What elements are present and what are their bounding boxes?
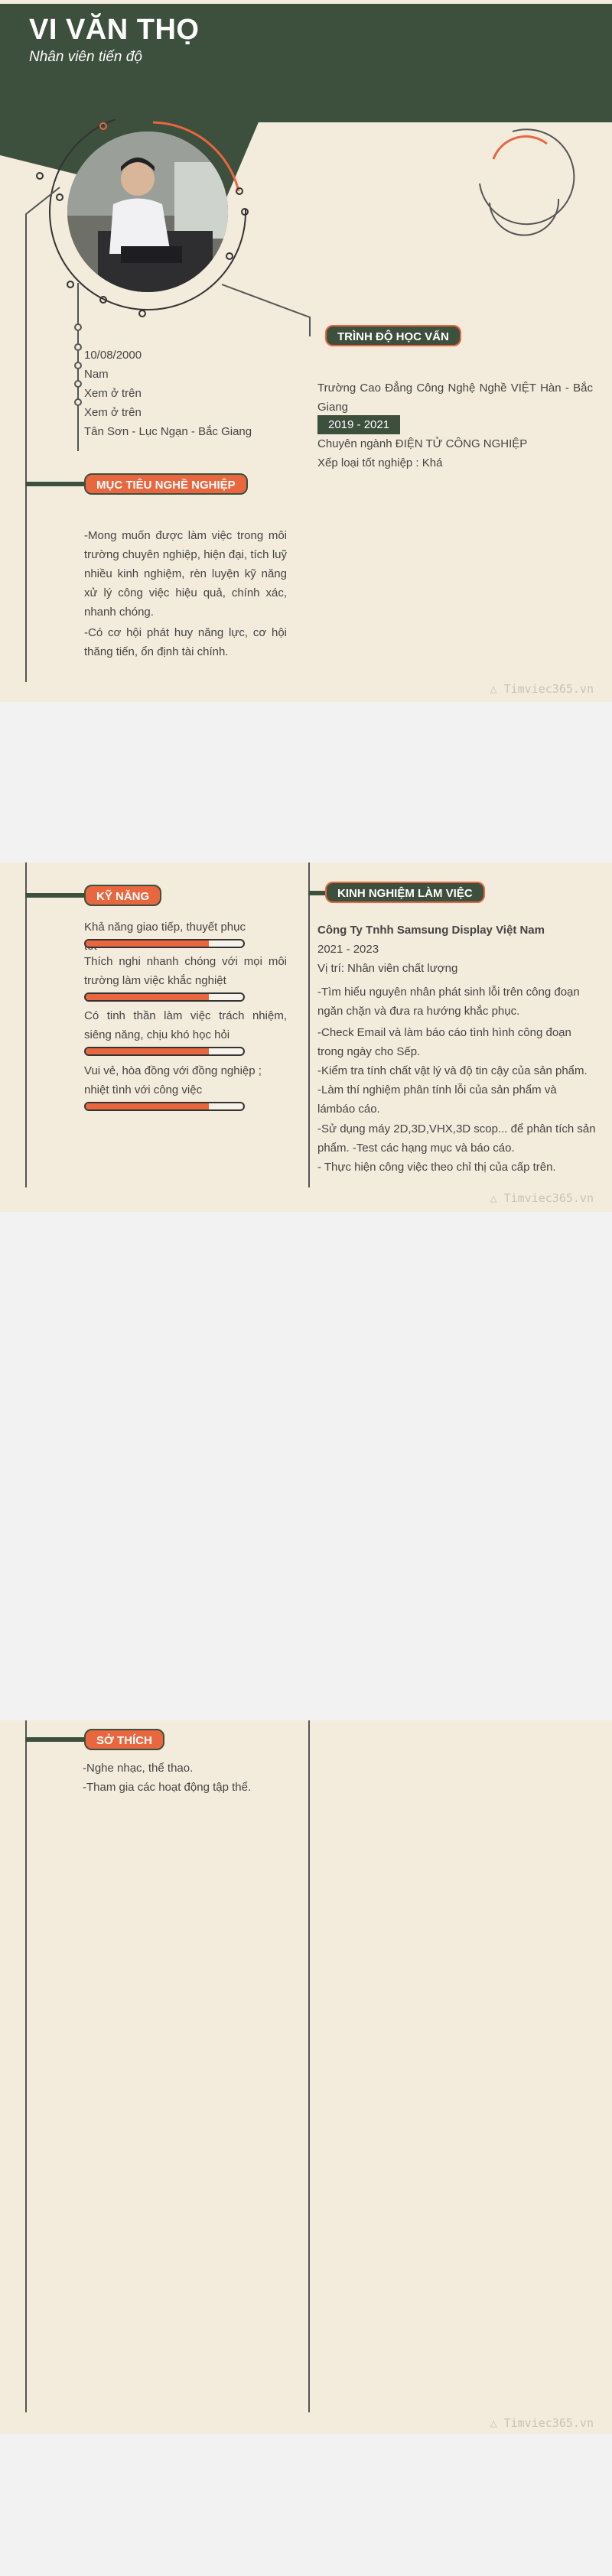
hobbies-title: SỞ THÍCH — [84, 1729, 164, 1750]
avatar — [67, 132, 228, 292]
skill-bar-3 — [84, 1047, 245, 1056]
skills-title: KỸ NĂNG — [84, 885, 161, 906]
skill-label-2: Thích nghi nhanh chóng với mọi môi trường làm việc khắc nghiệt — [84, 955, 287, 987]
career-goal-text-1: -Mong muốn được làm việc trong môi trường chuyên nghiệp, hiện đại, tích luỹ nhiều kinh nghiệm, rèn luyện kỹ năng xử lý công việc hiệu quả, chính xác, nhanh chóng. — [84, 529, 287, 619]
middle-divider — [308, 862, 310, 1187]
left-divider-cap — [25, 184, 86, 222]
experience-period: 2021 - 2023 — [317, 943, 379, 956]
education-grade: Xếp loại tốt nghiệp : Khá — [317, 456, 443, 469]
watermark: △ Timviec365.vn — [490, 1191, 594, 1205]
skill-fill-3 — [86, 1048, 209, 1054]
hobby-2: -Tham gia các hoạt động tập thể. — [83, 1781, 252, 1794]
personal-address: Tân Sơn - Lục Ngạn - Bắc Giang — [84, 425, 252, 438]
education-title: TRÌNH ĐỘ HỌC VẤN — [325, 325, 461, 346]
experience-position: Vị trí: Nhân viên chất lượng — [317, 962, 458, 975]
experience-desc-2: -Check Email và làm báo cáo tình hình công đoạn trong ngày cho Sếp. — [317, 1026, 571, 1058]
cv-page-1 — [0, 0, 612, 702]
skill-label-1: Khả năng giao tiếp, thuyết phục — [84, 921, 246, 934]
left-divider — [25, 862, 27, 1187]
personal-timeline — [70, 283, 86, 459]
career-goal-title: MỤC TIÊU NGHỀ NGHIỆP — [84, 473, 248, 495]
skill-label-3: Có tinh thần làm việc trách nhiệm, siêng năng, chịu khó học hỏi — [84, 1009, 287, 1041]
cv-page-2 — [0, 862, 612, 1212]
candidate-role: Nhân viên tiến độ — [29, 49, 142, 65]
skill-fill-2 — [86, 994, 209, 1000]
personal-gender: Nam — [84, 368, 109, 381]
career-goal-bar — [25, 482, 86, 486]
watermark: △ Timviec365.vn — [490, 2416, 594, 2430]
watermark: △ Timviec365.vn — [490, 682, 594, 696]
skill-bar-1 — [84, 939, 245, 948]
middle-divider — [308, 1720, 310, 2412]
cv-page-3 — [0, 1720, 612, 2434]
education-school: Trường Cao Đẳng Công Nghệ Nghề VIỆT Hàn - Bắc Giang — [317, 382, 593, 414]
skill-bar-2 — [84, 992, 245, 1002]
career-goal-text-2: -Có cơ hội phát huy năng lực, cơ hội thăng tiến, ổn định tài chính. — [84, 626, 287, 658]
hobby-1: -Nghe nhạc, thể thao. — [83, 1762, 194, 1775]
experience-desc-4: -Làm thí nghiệm phân tính lỗi của sản phẩm và lámbáo cáo. — [317, 1083, 557, 1116]
skills-bar — [25, 893, 86, 898]
experience-desc-5: -Sử dụng máy 2D,3D,VHX,3D scop... để phân tích sản phẩm. -Test các hạng mục và báo cáo. — [317, 1122, 596, 1155]
skill-label-4: Vui vẻ, hòa đồng với đồng nghiệp ; nhiệt tình với công việc — [84, 1064, 262, 1096]
skill-fill-4 — [86, 1103, 209, 1109]
experience-desc-6: - Thực hiện công việc theo chỉ thị của cấp trên. — [317, 1161, 556, 1174]
candidate-name: VI VĂN THỌ — [29, 14, 200, 46]
experience-title: KINH NGHIỆM LÀM VIỆC — [325, 882, 485, 903]
experience-desc-3: -Kiểm tra tính chất vật lý và độ tin cậy của sản phẩm. — [317, 1064, 588, 1077]
personal-phone: Xem ở trên — [84, 387, 142, 400]
education-period: 2019 - 2021 — [317, 415, 400, 434]
left-divider — [25, 1720, 27, 2412]
personal-dob: 10/08/2000 — [84, 349, 142, 362]
experience-desc-1: -Tìm hiểu nguyên nhân phát sinh lỗi trên công đoạn ngăn chặn và đưa ra hướng khắc phục. — [317, 986, 580, 1018]
personal-email: Xem ở trên — [84, 406, 142, 419]
left-divider — [25, 216, 27, 682]
skill-fill-1 — [86, 940, 209, 947]
hobbies-bar — [25, 1737, 86, 1742]
corner-decoration — [470, 122, 593, 237]
education-major: Chuyên ngành ĐIỆN TỬ CÔNG NGHIỆP — [317, 437, 528, 450]
experience-company: Công Ty Tnhh Samsung Display Việt Nam — [317, 924, 545, 937]
skill-bar-4 — [84, 1102, 245, 1111]
